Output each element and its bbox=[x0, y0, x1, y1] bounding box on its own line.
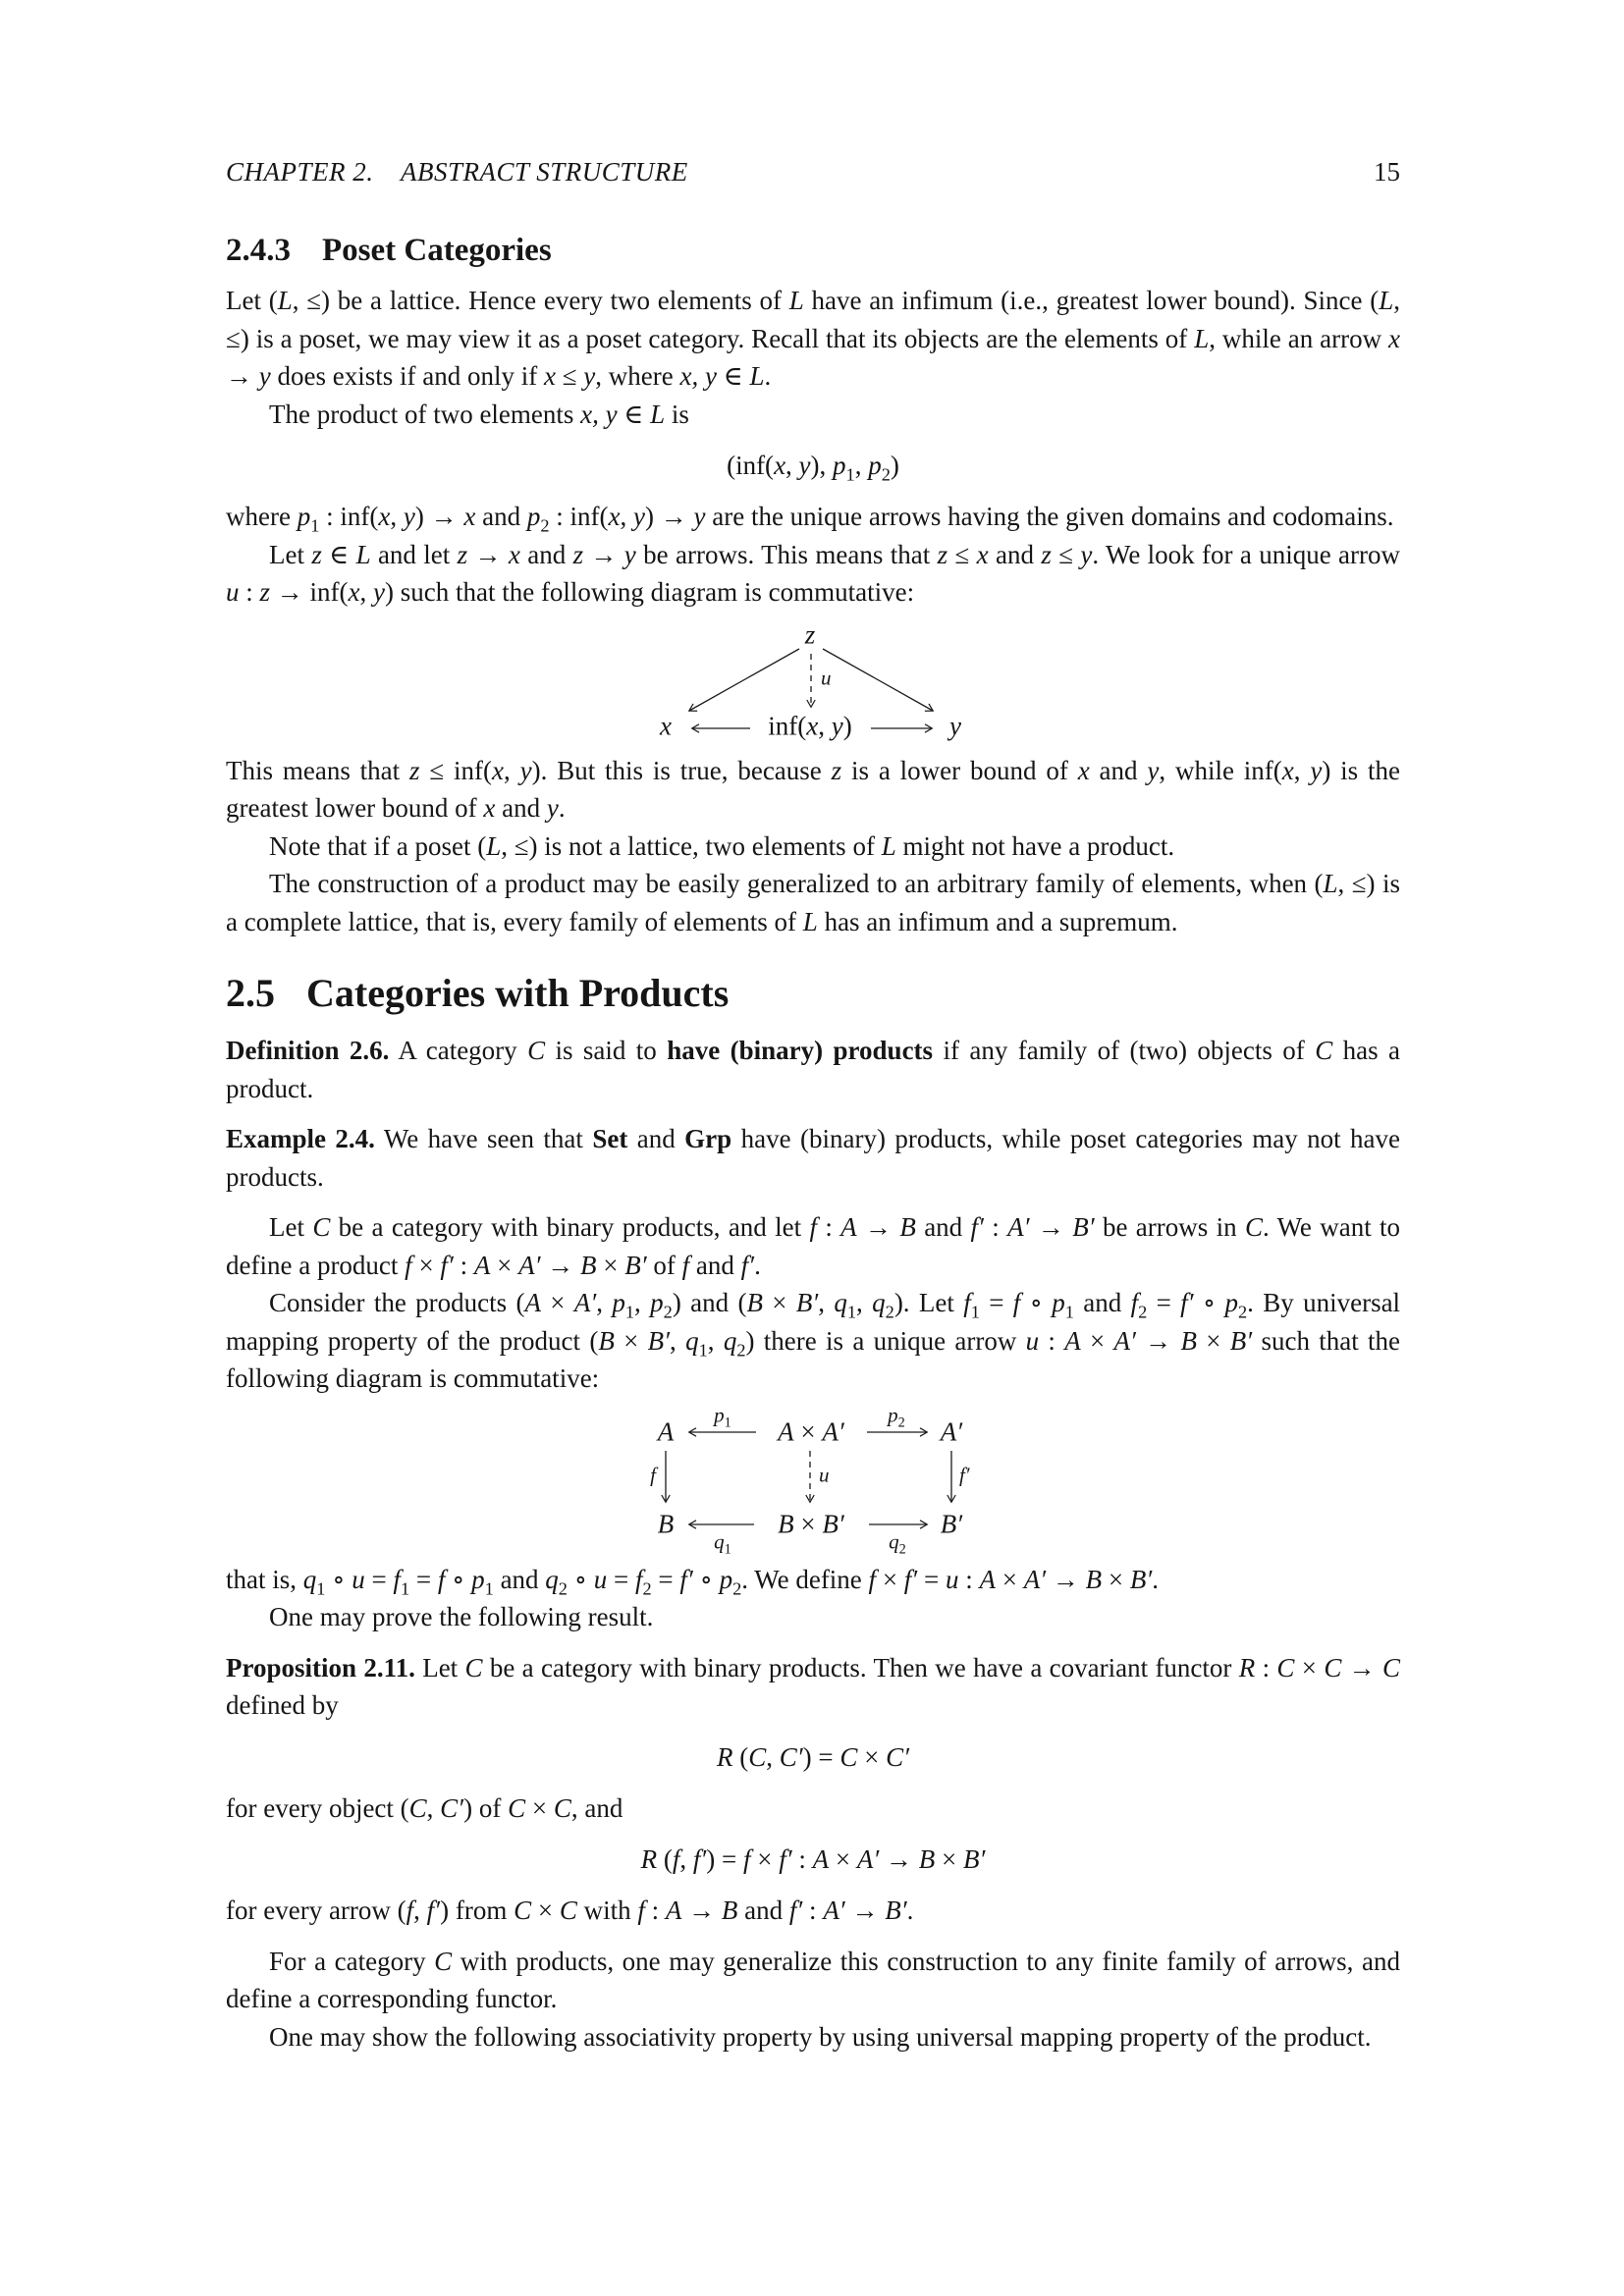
page-content bbox=[226, 157, 1400, 2056]
diagram-arrow-label-f: f bbox=[650, 1463, 656, 1486]
paragraph: where $p_1$ : inf(x, y) → x and $p_2$ : inf(x, y) → y are the unique arrows having the given domains and codomains. bbox=[226, 502, 1394, 536]
diagram-arrow-label-p1: $p_1$ bbox=[714, 1403, 731, 1431]
paragraph: Let z ∈ L and let z → x and z → y be arrows. This means that z ≤ x and z ≤ y. We look for a unique arrow u : z → inf(x, y) such that the following diagram is commutative: bbox=[226, 539, 1400, 607]
diagram-node-AxA: A × A′ bbox=[778, 1416, 844, 1446]
diagram-node-A: A bbox=[657, 1416, 675, 1446]
section-number: 2.5 bbox=[226, 971, 275, 1015]
paragraph: The product of two elements x, y ∈ L is bbox=[269, 399, 689, 429]
diagram-node-B-prime: B′ bbox=[940, 1509, 963, 1538]
page-number: 15 bbox=[1374, 157, 1400, 187]
diagram-node-A-prime: A′ bbox=[940, 1416, 963, 1446]
subsection-number: 2.4.3 bbox=[226, 233, 291, 268]
subsection-title: Poset Categories bbox=[322, 233, 552, 268]
paragraph: Let (L, ≤) be a lattice. Hence every two elements of L have an infimum (i.e., greatest lower bound). Since (L, ≤) is a poset, we may view it as a poset category. Recall that its objects are the elements of L, while an arrow x → y does exists if and only if x ≤ y, where x, y ∈ L. bbox=[226, 286, 1400, 391]
paragraph: The construction of a product may be easily generalized to an arbitrary family of elements, when (L, ≤) is a complete lattice, that is, every family of elements of L has an infimum and a supremum. bbox=[226, 869, 1400, 936]
paragraph: One may prove the following result. bbox=[269, 1602, 654, 1631]
diagram-node-y: y bbox=[949, 711, 961, 740]
paragraph: for every arrow (f, f′) from C × C with f : A → B and f′ : A′ → B′. bbox=[226, 1896, 914, 1925]
arrow-z-to-x bbox=[689, 649, 799, 711]
display-equation-inf-product: (inf(x, y), $p_1$, $p_2$) bbox=[727, 451, 899, 485]
paragraph: One may show the following associativity property by using universal mapping property of the product. bbox=[269, 2021, 1372, 2052]
diagram-arrow-label-q2: $q_2$ bbox=[889, 1529, 906, 1558]
paragraph: For a category C with products, one may generalize this construction to any finite family of arrows, and define a corresponding functor. bbox=[226, 1946, 1400, 2013]
commutative-diagram-product-of-arrows bbox=[626, 1403, 1000, 1558]
paragraph: Let C be a category with binary products, and let f : A → B and f′ : A′ → B′ be arrows in C. We want to define a product f × f′ : A × A′ → B × B′ of f and f′. bbox=[226, 1212, 1401, 1280]
diagram-node-inf: inf(x, y) bbox=[768, 711, 852, 740]
display-equation-R-objects: R (C, C′) = C × C′ bbox=[716, 1741, 910, 1772]
section-heading bbox=[226, 970, 1400, 1016]
diagram-node-z: z bbox=[804, 619, 816, 649]
diagram-arrow-label-p2: $p_2$ bbox=[888, 1403, 905, 1431]
diagram-arrow-label-q1: $q_1$ bbox=[714, 1529, 731, 1558]
example-2-4: Example 2.4. We have seen that Set and Grp have (binary) products, while poset categories may not have products. bbox=[226, 1124, 1401, 1192]
diagram-arrow-label-u: u bbox=[821, 666, 832, 689]
paragraph: that is, $q_1$ ∘ $u = f_1 = f$ ∘ $p_1$ and $q_2$ ∘ $u = f_2 = f'$ ∘ $p_2$. We define f × f′ = u : A × A′ → B × B′. bbox=[226, 1564, 1159, 1598]
commutative-diagram-infimum bbox=[597, 620, 1029, 743]
paragraph: Consider the products (A × A′, $p_1$, $p_2$) and (B × B′, $q_1$, $q_2$). Let $f_1 = f$ ∘ $p_1$ and $f_2 = f'$ ∘ $p_2$. By universal mapping property of the product (B × B′, $q_1$, $q_2$) there is a unique arrow u : A × A′ → B × B′ such that the following diagram is commutative: bbox=[226, 1288, 1401, 1393]
paragraph: for every object (C, C′) of C × C, and bbox=[226, 1792, 623, 1823]
diagram-node-B: B bbox=[657, 1509, 675, 1538]
diagram-node-x: x bbox=[660, 711, 672, 740]
subsection-heading bbox=[226, 233, 1400, 269]
section-title: Categories with Products bbox=[306, 971, 730, 1015]
diagram-node-BxB: B × B′ bbox=[778, 1509, 844, 1538]
diagram-arrow-label-u: u bbox=[819, 1463, 830, 1486]
chapter-title: CHAPTER 2. ABSTRACT STRUCTURE bbox=[226, 157, 688, 187]
display-equation-R-arrows: R (f, f′) = f × f′ : A × A′ → B × B′ bbox=[640, 1844, 986, 1874]
arrow-z-to-y bbox=[823, 649, 933, 711]
running-header bbox=[226, 157, 1400, 187]
paragraph: This means that z ≤ inf(x, y). But this is true, because z is a lower bound of x and y, while inf(x, y) is the greatest lower bound of x and y. bbox=[226, 755, 1401, 823]
diagram-arrow-label-f-prime: f′ bbox=[959, 1463, 970, 1486]
definition-2-6: Definition 2.6. A category C is said to have (binary) products if any family of (two) objects of C has a product. bbox=[226, 1036, 1400, 1103]
paragraph: Note that if a poset (L, ≤) is not a lattice, two elements of L might not have a product. bbox=[269, 830, 1175, 861]
proposition-2-11: Proposition 2.11. Let C be a category with binary products. Then we have a covariant functor R : C × C → C defined by bbox=[226, 1652, 1400, 1720]
